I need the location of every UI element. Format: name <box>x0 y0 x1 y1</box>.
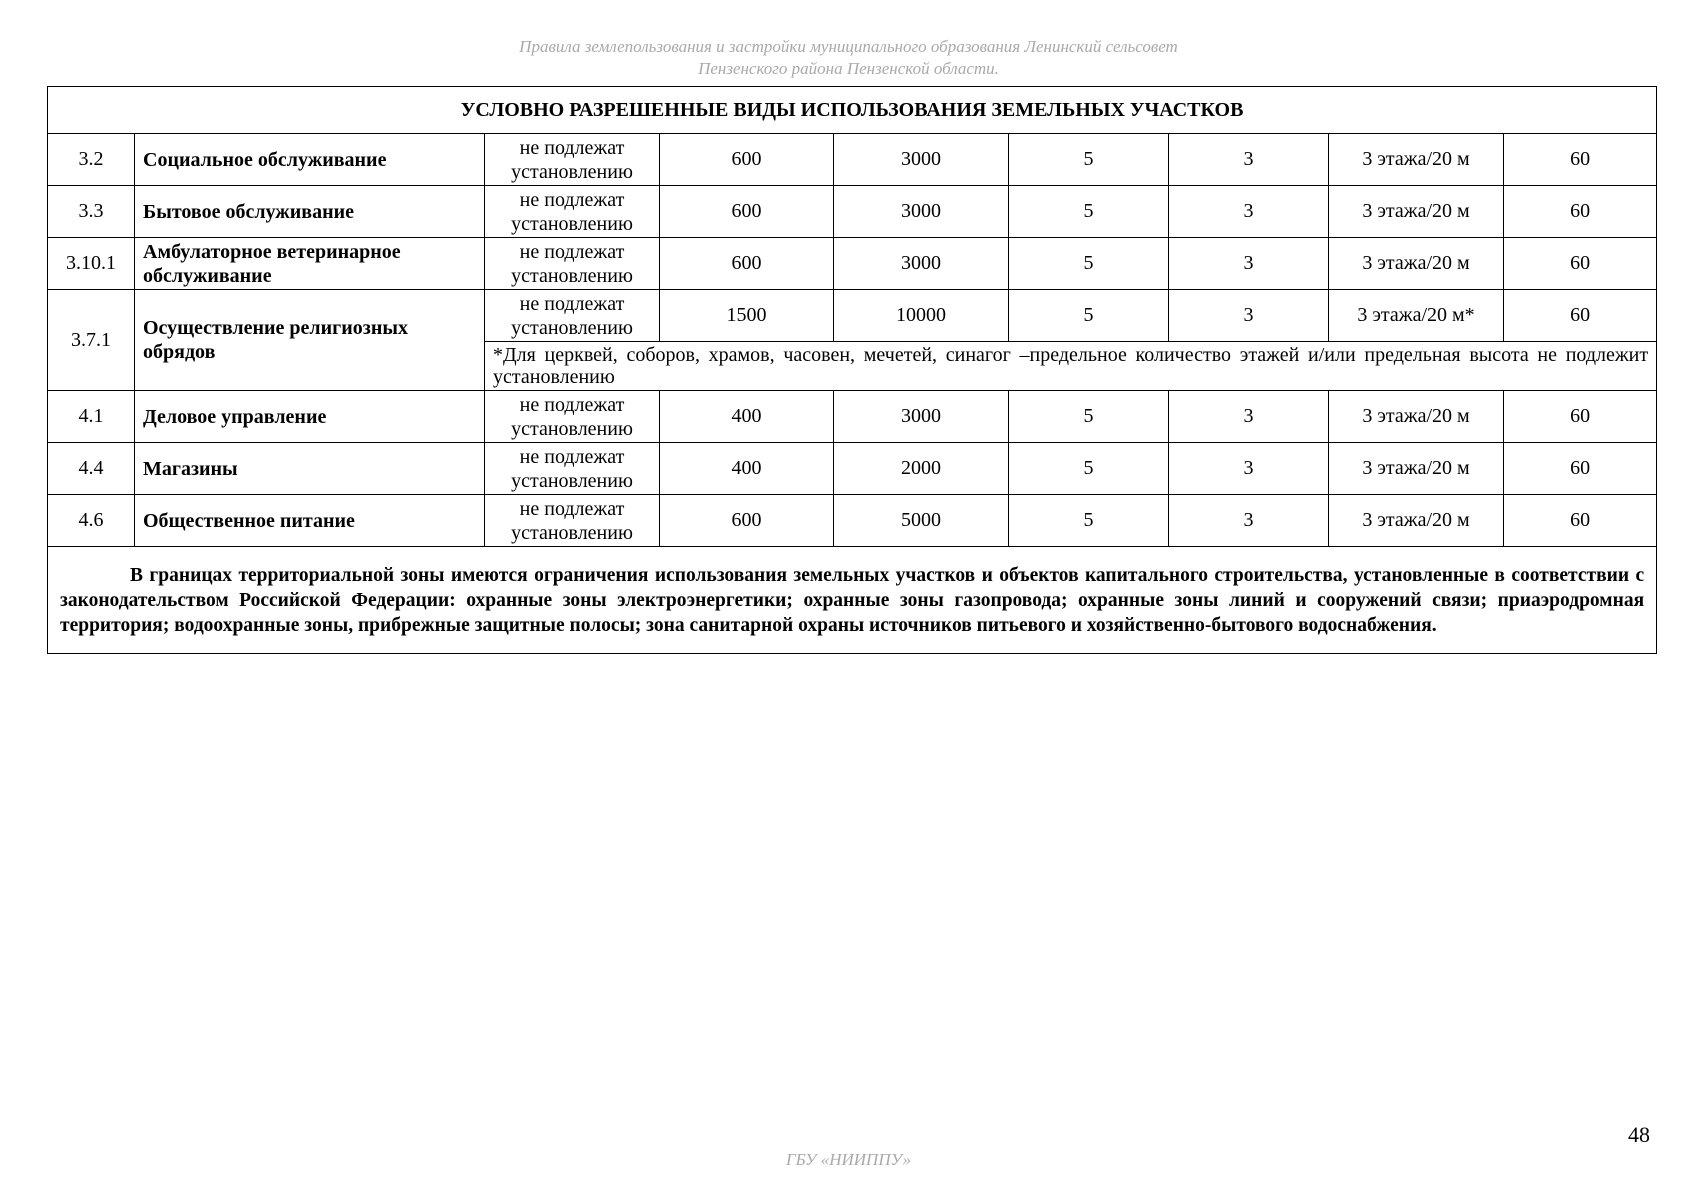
height-cell: 3 этажа/20 м* <box>1329 290 1504 342</box>
limits-cell: не подлежат установлению <box>485 238 660 290</box>
min-area-cell: 400 <box>660 391 834 443</box>
max-area-cell: 3000 <box>834 134 1009 186</box>
limits-cell: не подлежат установлению <box>485 290 660 342</box>
height-cell: 3 этажа/20 м <box>1329 495 1504 547</box>
max-area-cell: 3000 <box>834 238 1009 290</box>
coverage-cell: 60 <box>1504 495 1657 547</box>
name-cell: Амбулаторное ветеринарное обслуживание <box>135 238 485 290</box>
land-use-table <box>47 86 1657 654</box>
table-row <box>48 495 1657 547</box>
height-cell: 3 этажа/20 м <box>1329 391 1504 443</box>
setback-front-cell: 5 <box>1009 443 1169 495</box>
restrictions-cell <box>48 547 1657 654</box>
coverage-cell: 60 <box>1504 186 1657 238</box>
table-title-row <box>48 87 1657 134</box>
min-area-cell: 600 <box>660 238 834 290</box>
limits-cell: не подлежат установлению <box>485 186 660 238</box>
table-row <box>48 391 1657 443</box>
height-cell: 3 этажа/20 м <box>1329 186 1504 238</box>
min-area-cell: 1500 <box>660 290 834 342</box>
coverage-cell: 60 <box>1504 134 1657 186</box>
footnote-cell: *Для церквей, соборов, храмов, часовен, мечетей, синагог –предельное количество этажей и/или предельная высота не подлежит установлению <box>485 342 1657 391</box>
min-area-cell: 600 <box>660 186 834 238</box>
setback-front-cell: 5 <box>1009 134 1169 186</box>
table-row <box>48 290 1657 342</box>
coverage-cell: 60 <box>1504 391 1657 443</box>
coverage-cell: 60 <box>1504 443 1657 495</box>
table-row <box>48 134 1657 186</box>
code-cell: 4.4 <box>48 443 135 495</box>
table-row <box>48 238 1657 290</box>
setback-side-cell: 3 <box>1169 186 1329 238</box>
code-cell: 3.7.1 <box>48 290 135 391</box>
setback-side-cell: 3 <box>1169 238 1329 290</box>
name-cell: Магазины <box>135 443 485 495</box>
limits-cell: не подлежат установлению <box>485 391 660 443</box>
limits-cell: не подлежат установлению <box>485 443 660 495</box>
height-cell: 3 этажа/20 м <box>1329 443 1504 495</box>
name-cell: Деловое управление <box>135 391 485 443</box>
max-area-cell: 3000 <box>834 186 1009 238</box>
coverage-cell: 60 <box>1504 238 1657 290</box>
document-footer: ГБУ «НИИППУ» <box>786 1150 911 1169</box>
limits-cell: не подлежат установлению <box>485 495 660 547</box>
setback-side-cell: 3 <box>1169 134 1329 186</box>
setback-side-cell: 3 <box>1169 443 1329 495</box>
max-area-cell: 10000 <box>834 290 1009 342</box>
code-cell: 3.3 <box>48 186 135 238</box>
page-number: 48 <box>1628 1122 1650 1147</box>
setback-side-cell: 3 <box>1169 391 1329 443</box>
setback-front-cell: 5 <box>1009 290 1169 342</box>
min-area-cell: 400 <box>660 443 834 495</box>
coverage-cell: 60 <box>1504 290 1657 342</box>
name-cell: Осуществление религиозных обрядов <box>135 290 485 391</box>
code-cell: 3.10.1 <box>48 238 135 290</box>
setback-front-cell: 5 <box>1009 495 1169 547</box>
header-line-2: Пензенского района Пензенской области. <box>698 59 999 78</box>
name-cell: Общественное питание <box>135 495 485 547</box>
setback-side-cell: 3 <box>1169 495 1329 547</box>
setback-side-cell: 3 <box>1169 290 1329 342</box>
max-area-cell: 3000 <box>834 391 1009 443</box>
max-area-cell: 5000 <box>834 495 1009 547</box>
min-area-cell: 600 <box>660 134 834 186</box>
limits-cell: не подлежат установлению <box>485 134 660 186</box>
name-cell: Социальное обслуживание <box>135 134 485 186</box>
name-cell: Бытовое обслуживание <box>135 186 485 238</box>
restrictions-row <box>48 547 1657 654</box>
table-row <box>48 186 1657 238</box>
max-area-cell: 2000 <box>834 443 1009 495</box>
setback-front-cell: 5 <box>1009 391 1169 443</box>
code-cell: 3.2 <box>48 134 135 186</box>
setback-front-cell: 5 <box>1009 186 1169 238</box>
height-cell: 3 этажа/20 м <box>1329 238 1504 290</box>
code-cell: 4.1 <box>48 391 135 443</box>
setback-front-cell: 5 <box>1009 238 1169 290</box>
height-cell: 3 этажа/20 м <box>1329 134 1504 186</box>
min-area-cell: 600 <box>660 495 834 547</box>
header-line-1: Правила землепользования и застройки муниципального образования Ленинский сельсовет <box>519 37 1178 56</box>
restrictions-text: В границах территориальной зоны имеются ограничения использования земельных участков и объектов капитального строительства, установленные в соответствии с законодательством Российской Федерации: охранные зоны электроэнергетики; охранные зоны газопровода; охранные зоны линий и сооружений связи; приаэродромная территория; водоохранные зоны, прибрежные защитные полосы; зона санитарной охраны источников питьевого и хозяйственно-бытового водоснабжения. <box>60 564 1645 636</box>
table-title: УСЛОВНО РАЗРЕШЕННЫЕ ВИДЫ ИСПОЛЬЗОВАНИЯ ЗЕМЕЛЬНЫХ УЧАСТКОВ <box>48 87 1657 134</box>
table-row <box>48 443 1657 495</box>
code-cell: 4.6 <box>48 495 135 547</box>
document-header <box>0 36 1697 80</box>
